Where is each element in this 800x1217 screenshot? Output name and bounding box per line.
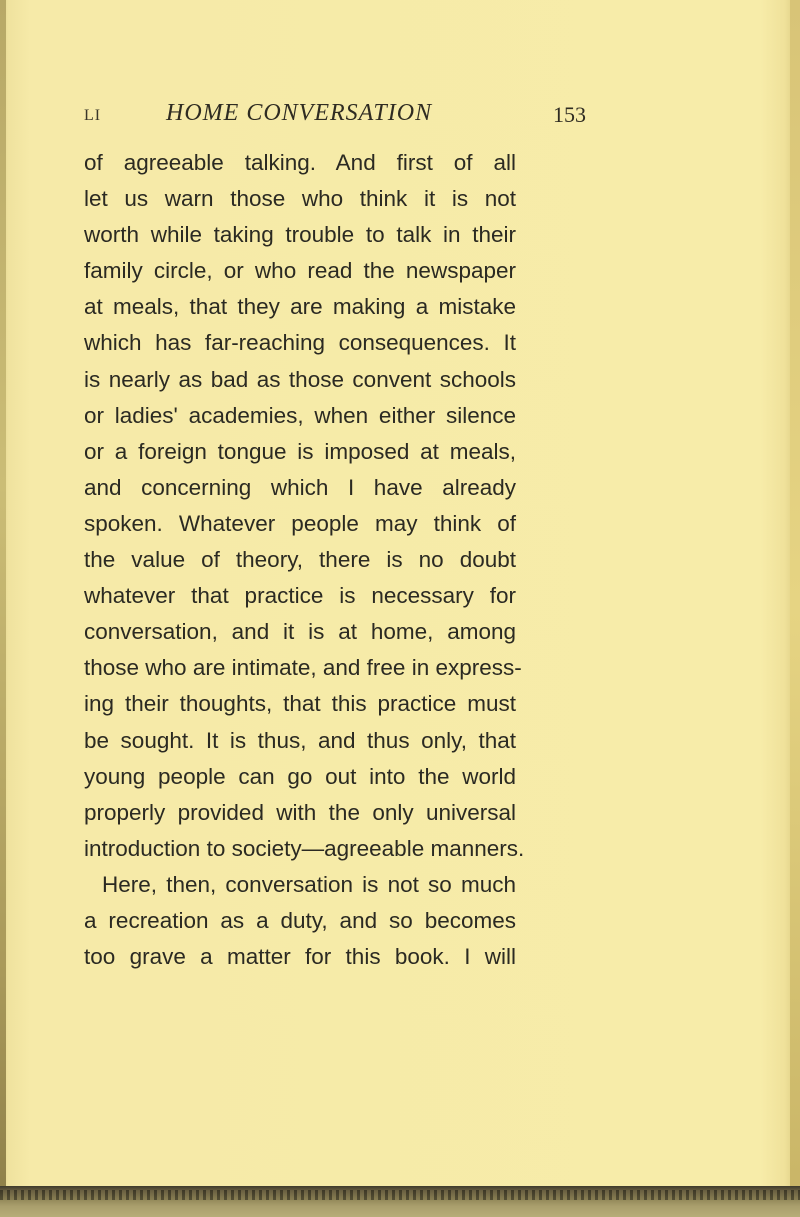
text-line: too grave a matter for this book. I will [84,944,516,970]
page-left-edge [0,0,6,1217]
text-line: or a foreign tongue is imposed at meals, [84,438,516,464]
text-line: whatever that practice is necessary for [84,583,516,609]
page-number: 153 [553,102,586,127]
text-line: be sought. It is thus, and thus only, that [84,727,516,753]
body-text [84,145,525,975]
text-line: of agreeable talking. And first of all [84,150,516,175]
text-line-paragraph-start: Here, then, conversation is not so much [102,871,516,897]
page-bottom-speckle [0,1190,800,1200]
text-line: or ladies' academies, when either silence [84,402,516,428]
text-line: spoken. Whatever people may think of [84,510,516,536]
text-line: which has far-reaching consequences. It [84,330,516,356]
text-line: ing their thoughts, that this practice must [84,691,516,717]
text-line: let us warn those who think it is not [84,186,516,212]
text-line: at meals, that they are making a mistake [84,294,516,320]
page-right-edge [790,0,800,1217]
text-line: conversation, and it is at home, among [84,619,516,645]
text-line: family circle, or who read the newspaper [84,258,516,284]
running-head [84,100,734,134]
text-line: properly provided with the only universal [84,799,516,825]
text-line: introduction to society—agreeable manners. [84,835,525,861]
text-line: the value of theory, there is no doubt [84,547,516,573]
running-title: HOME CONVERSATION [166,100,433,126]
text-line: worth while taking trouble to talk in their [84,222,516,248]
text-line: and concerning which I have already [84,474,516,500]
chapter-number: LI [84,107,102,124]
text-line: is nearly as bad as those convent schools [84,366,516,392]
text-line: those who are intimate, and free in express- [84,655,522,681]
text-line: a recreation as a duty, and so becomes [84,907,516,933]
text-line: young people can go out into the world [84,763,516,789]
